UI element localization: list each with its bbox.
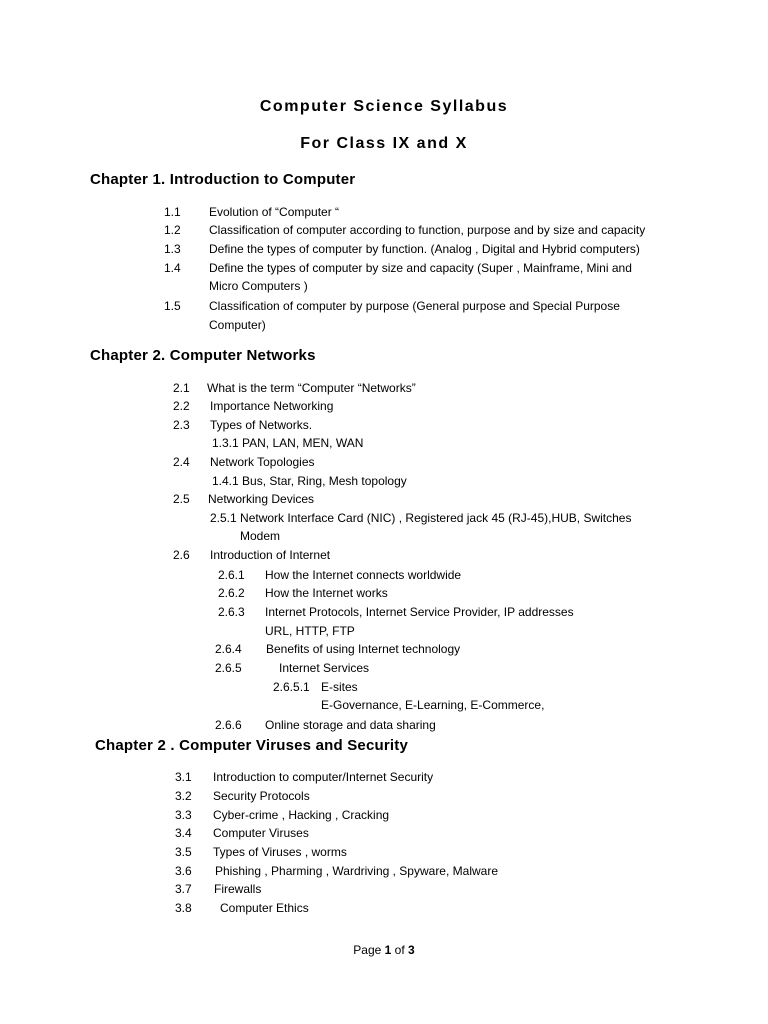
ch2-subtext-cont: URL, HTTP, FTP xyxy=(265,624,355,638)
ch2-subsubnum: 2.6.5.1 xyxy=(273,680,310,694)
ch2-text: Network Topologies xyxy=(210,455,315,469)
ch1-num-5: 1.5 xyxy=(164,299,181,313)
ch3-num: 3.1 xyxy=(175,770,192,784)
ch2-subsubtext-cont: E-Governance, E-Learning, E-Commerce, xyxy=(321,698,545,712)
chapter-3-heading: Chapter 2 . Computer Viruses and Security xyxy=(95,737,409,754)
ch2-text: What is the term “Computer “Networks” xyxy=(207,381,416,395)
ch1-num-3: 1.3 xyxy=(164,242,181,256)
ch2-subtext: Online storage and data sharing xyxy=(265,718,436,732)
ch3-text: Security Protocols xyxy=(213,789,310,803)
ch2-sub-text: 1.4.1 Bus, Star, Ring, Mesh topology xyxy=(212,474,407,488)
ch3-num: 3.4 xyxy=(175,826,192,840)
ch2-num: 2.1 xyxy=(173,381,190,395)
ch3-text: Firewalls xyxy=(214,882,262,896)
ch2-num: 2.4 xyxy=(173,455,190,469)
ch2-sub-text: 2.5.1 Network Interface Card (NIC) , Registered jack 45 (RJ-45),HUB, Switches xyxy=(210,511,632,525)
ch1-text-4: Define the types of computer by size and capacity (Super , Mainframe, Mini and xyxy=(209,261,632,275)
ch2-num: 2.5 xyxy=(173,492,190,506)
ch3-num: 3.2 xyxy=(175,789,192,803)
ch1-num-2: 1.2 xyxy=(164,223,181,237)
ch1-num-4: 1.4 xyxy=(164,261,181,275)
ch2-text: Introduction of Internet xyxy=(210,548,331,562)
document-subtitle: For Class IX and X xyxy=(300,135,468,152)
ch1-text-2: Classification of computer according to function, purpose and by size and capacity xyxy=(209,223,646,237)
ch2-num: 2.2 xyxy=(173,399,190,413)
ch3-text: Types of Viruses , worms xyxy=(213,845,347,859)
ch2-subnum: 2.6.4 xyxy=(215,642,242,656)
ch2-text: Networking Devices xyxy=(208,492,315,506)
ch3-num: 3.6 xyxy=(175,864,192,878)
ch1-text-5: Classification of computer by purpose (General purpose and Special Purpose xyxy=(209,299,620,313)
ch2-subtext: Internet Protocols, Internet Service Provider, IP addresses xyxy=(265,605,574,619)
ch2-subnum: 2.6.5 xyxy=(215,661,242,675)
ch2-subtext: Benefits of using Internet technology xyxy=(266,642,461,656)
document-title: Computer Science Syllabus xyxy=(259,98,509,115)
ch2-text: Types of Networks. xyxy=(210,418,313,432)
ch2-sub-text-cont: Modem xyxy=(240,529,281,543)
ch2-subtext: Internet Services xyxy=(279,661,370,675)
ch3-text: Computer Ethics xyxy=(220,901,309,915)
ch2-subtext: How the Internet works xyxy=(265,586,388,600)
ch1-num-1: 1.1 xyxy=(164,205,181,219)
ch2-sub-text: 1.3.1 PAN, LAN, MEN, WAN xyxy=(212,436,364,450)
ch3-text: Cyber-crime , Hacking , Cracking xyxy=(213,808,390,822)
ch3-num: 3.7 xyxy=(175,882,192,896)
page-footer: Page 1 of 3 xyxy=(353,943,415,957)
ch2-subnum: 2.6.3 xyxy=(218,605,245,619)
ch3-num: 3.5 xyxy=(175,845,192,859)
ch1-text-4-cont: Micro Computers ) xyxy=(209,279,308,293)
ch2-subnum: 2.6.1 xyxy=(218,568,245,582)
ch1-text-1: Evolution of “Computer “ xyxy=(209,205,340,219)
ch2-subsubtext: E-sites xyxy=(321,680,358,694)
ch3-num: 3.3 xyxy=(175,808,192,822)
ch2-text: Importance Networking xyxy=(210,399,334,413)
chapter-1-heading: Chapter 1. Introduction to Computer xyxy=(90,171,356,188)
ch2-subnum: 2.6.6 xyxy=(215,718,242,732)
ch2-num: 2.6 xyxy=(173,548,190,562)
ch1-text-5-cont: Computer) xyxy=(209,318,266,332)
ch3-text: Introduction to computer/Internet Security xyxy=(213,770,434,784)
ch1-text-3: Define the types of computer by function. (Analog , Digital and Hybrid computers) xyxy=(209,242,640,256)
ch3-num: 3.8 xyxy=(175,901,192,915)
ch2-subnum: 2.6.2 xyxy=(218,586,245,600)
ch3-text: Phishing , Pharming , Wardriving , Spyware, Malware xyxy=(215,864,498,878)
ch2-subtext: How the Internet connects worldwide xyxy=(265,568,462,582)
ch2-num: 2.3 xyxy=(173,418,190,432)
chapter-2-heading: Chapter 2. Computer Networks xyxy=(90,347,316,364)
ch3-text: Computer Viruses xyxy=(213,826,309,840)
